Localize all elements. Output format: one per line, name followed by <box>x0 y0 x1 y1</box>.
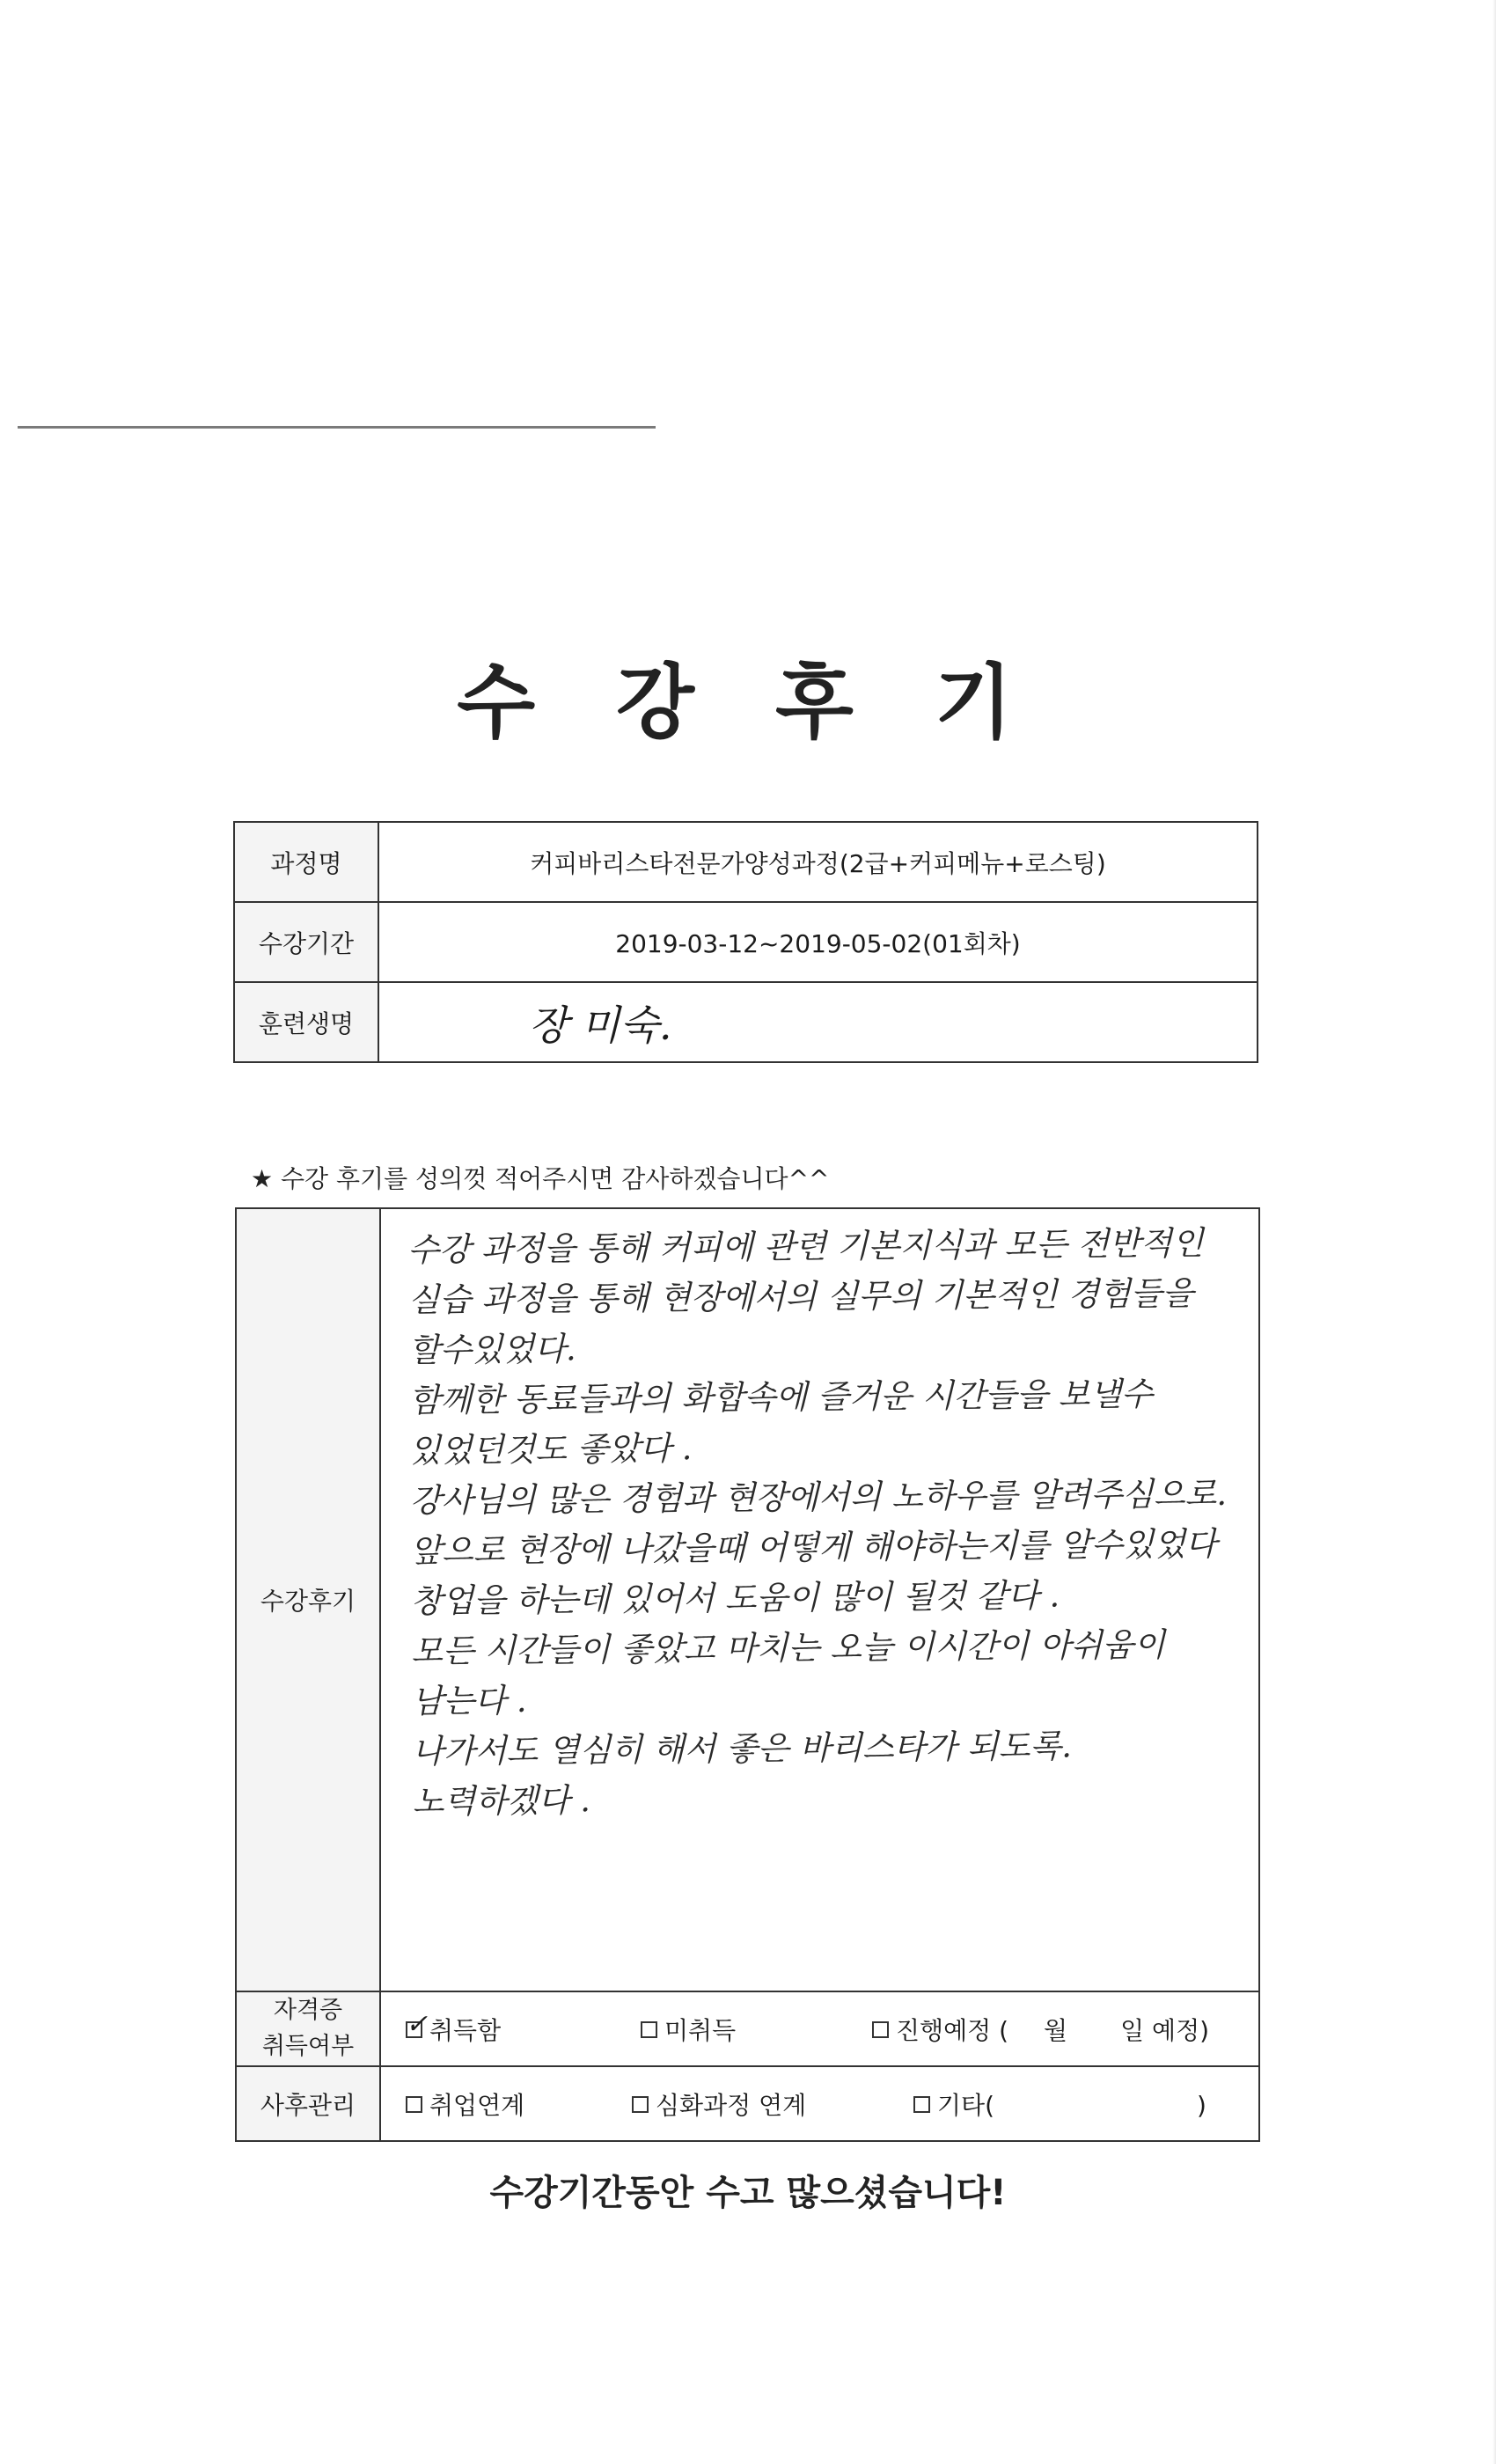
review-line: 노력하겠다 . <box>412 1781 591 1821</box>
certification-label <box>236 1991 380 2066</box>
option-employment[interactable] <box>406 2086 524 2122</box>
trainee-name-label: 훈련생명 <box>234 982 378 1062</box>
review-line: 수강 과정을 통해 커피에 관련 기본지식과 모든 전반적인 <box>407 1224 1204 1269</box>
handwritten-review <box>407 1218 1264 1827</box>
option-other-label: 기타( <box>937 2090 995 2120</box>
option-other[interactable] <box>913 2086 1206 2122</box>
option-advanced[interactable] <box>632 2086 806 2122</box>
option-acquired-label: 취득함 <box>429 2015 502 2045</box>
checkbox-employment[interactable] <box>406 2096 422 2113</box>
checkbox-advanced[interactable] <box>632 2096 649 2113</box>
review-line: 있었던것도 좋았다 . <box>409 1429 693 1470</box>
checkbox-not-acquired[interactable] <box>641 2021 657 2038</box>
scan-edge-shadow <box>1492 0 1496 2464</box>
review-line: 창업을 하는데 있어서 도움이 많이 될것 같다 . <box>410 1576 1060 1620</box>
review-line: 함께한 동료들과의 화합속에 즐거운 시간들을 보낼수 <box>408 1375 1154 1419</box>
certification-label-line1: 자격증 <box>273 1997 343 2024</box>
check-mark-icon: ✓ <box>406 2008 429 2040</box>
review-table <box>235 1207 1260 2142</box>
course-name-label: 과정명 <box>234 822 378 902</box>
review-body <box>380 1208 1259 1991</box>
course-period-label: 수강기간 <box>234 902 378 982</box>
review-label: 수강후기 <box>236 1208 380 1991</box>
checkbox-acquired[interactable] <box>406 2008 429 2040</box>
course-info-table <box>233 821 1258 1063</box>
scan-artifact-line <box>18 426 656 429</box>
review-line: 할수있었다. <box>408 1330 576 1369</box>
aftercare-options <box>380 2066 1259 2141</box>
review-line: 실습 과정을 통해 현장에서의 실무의 기본적인 경험들을 <box>407 1274 1194 1319</box>
review-notice: ★ 수강 후기를 성의껏 적어주시면 감사하겠습니다^^ <box>251 1164 830 1193</box>
option-other-close: ) <box>1197 2090 1206 2120</box>
checkbox-other[interactable] <box>913 2096 930 2113</box>
review-line: 남는다 . <box>411 1681 527 1720</box>
month-label: 월 <box>1044 2015 1068 2045</box>
review-line: 나가서도 열심히 해서 좋은 바리스타가 되도록. <box>412 1727 1073 1771</box>
option-acquired[interactable] <box>406 2008 502 2047</box>
review-line: 강사님의 많은 경험과 현장에서의 노하우를 알려주심으로. <box>409 1474 1228 1520</box>
page-title: 수 강 후 기 <box>457 656 1039 750</box>
option-not-acquired[interactable] <box>641 2012 736 2047</box>
certification-label-line2: 취득여부 <box>261 2032 355 2060</box>
review-line: 앞으로 현장에 나갔을때 어떻게 해야하는지를 알수있었다 <box>410 1524 1218 1570</box>
day-scheduled-label: 일 예정) <box>1120 2015 1210 2045</box>
trainee-signature: 장 미숙. <box>378 982 1258 1062</box>
option-employment-label: 취업연계 <box>429 2090 525 2120</box>
checkbox-in-progress[interactable] <box>872 2021 889 2038</box>
aftercare-label: 사후관리 <box>236 2066 380 2141</box>
option-not-acquired-label: 미취득 <box>664 2015 737 2045</box>
review-line: 모든 시간들이 좋았고 마치는 오늘 이시간이 아쉬움이 <box>411 1625 1166 1670</box>
certification-options <box>380 1991 1259 2066</box>
course-period-value: 2019-03-12~2019-05-02(01회차) <box>378 902 1258 982</box>
course-name-value: 커피바리스타전문가양성과정(2급+커피메뉴+로스팅) <box>378 822 1258 902</box>
option-in-progress-label: 진행예정 ( <box>896 2015 1009 2045</box>
option-advanced-label: 심화과정 연계 <box>656 2090 807 2120</box>
option-in-progress[interactable] <box>872 2012 1209 2047</box>
closing-message: 수강기간동안 수고 많으셨습니다! <box>489 2173 1007 2213</box>
